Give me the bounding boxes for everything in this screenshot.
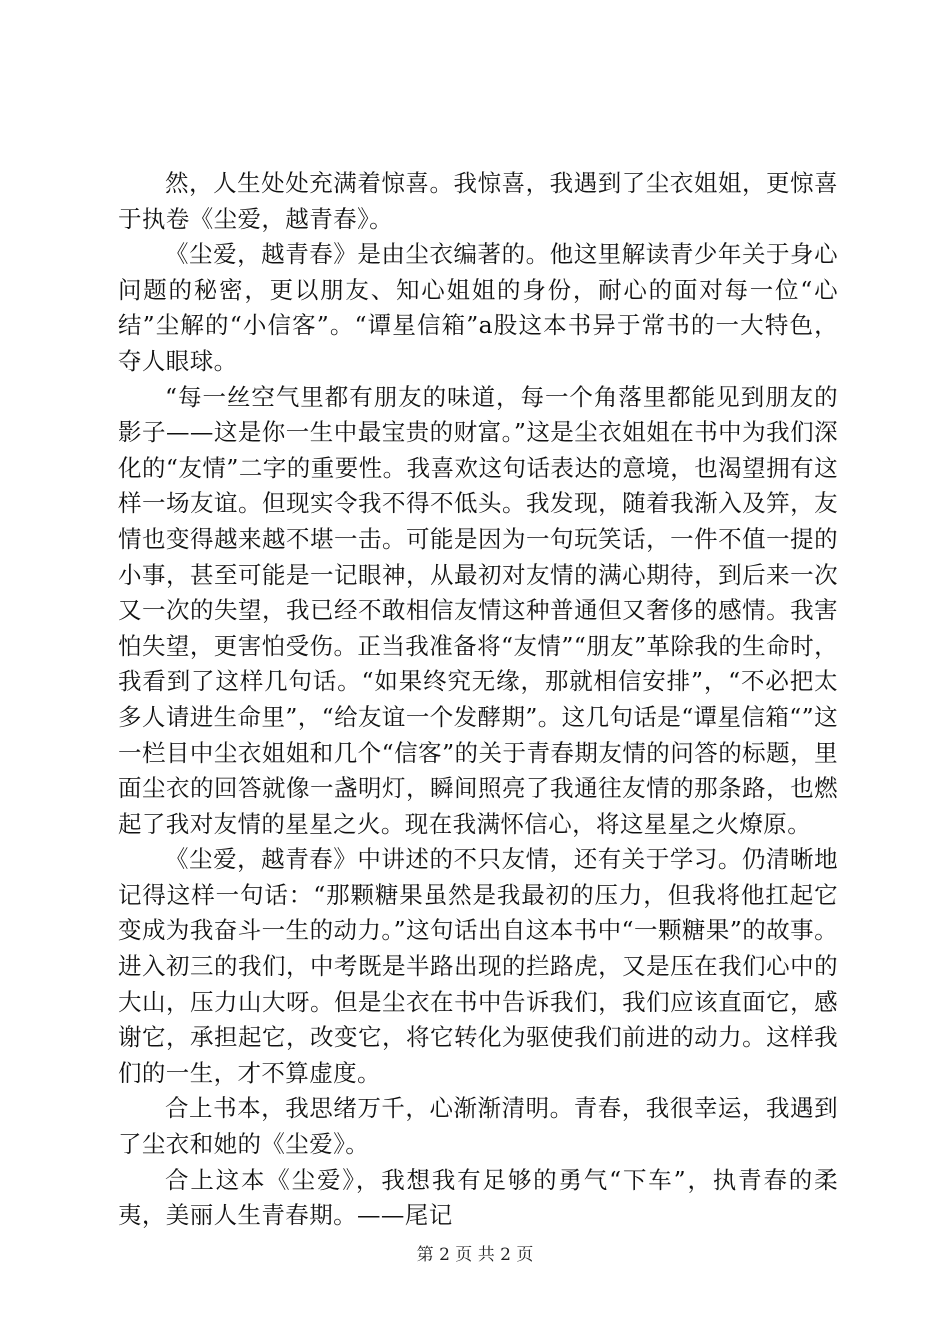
paragraph: 《尘爱，越青春》中讲述的不只友情，还有关于学习。仍清晰地记得这样一句话：“那颗糖果虽然是我最初的压力，但我将他扛起它变成为我奋斗一生的动力。”这句话出自这本书中“一颗糖果”的故事。进入初三的我们，中考既是半路出现的拦路虎，又是压在我们心中的大山，压力山大呀。但是尘衣在书中告诉我们，我们应该直面它，感谢它，承担起它，改变它，将它转化为驱使我们前进的动力。这样我们的一生，才不算虚度。 [118, 845, 838, 1087]
document-body [118, 166, 838, 1234]
paragraph: “每一丝空气里都有朋友的味道，每一个角落里都能见到朋友的影子——这是你一生中最宝贵的财富。”这是尘衣姐姐在书中为我们深化的“友情”二字的重要性。我喜欢这句话表达的意境，也渴望拥有这样一场友谊。但现实令我不得不低头。我发现，随着我渐入及笄，友情也变得越来越不堪一击。可能是因为一句玩笑话，一件不值一提的小事，甚至可能是一记眼神，从最初对友情的满心期待，到后来一次又一次的失望，我已经不敢相信友情这种普通但又奢侈的感情。我害怕失望，更害怕受伤。正当我准备将“友情”“朋友”革除我的生命时，我看到了这样几句话。“如果终究无缘，那就相信安排”，“不必把太多人请进生命里”，“给友谊一个发酵期”。这几句话是“谭星信箱“”这一栏目中尘衣姐姐和几个“信客”的关于青春期友情的问答的标题，里面尘衣的回答就像一盏明灯，瞬间照亮了我通往友情的那条路，也燃起了我对友情的星星之火。现在我满怀信心，将这星星之火燎原。 [118, 382, 838, 838]
paragraph: 合上这本《尘爱》，我想我有足够的勇气“下车”，执青春的柔夷，美丽人生青春期。——尾记 [118, 1165, 838, 1230]
paragraph: 然，人生处处充满着惊喜。我惊喜，我遇到了尘衣姐姐，更惊喜于执卷《尘爱，越青春》。 [118, 169, 838, 233]
paragraph: 合上书本，我思绪万千，心渐渐清明。青春，我很幸运，我遇到了尘衣和她的《尘爱》。 [118, 1094, 838, 1159]
paragraph: 《尘爱，越青春》是由尘衣编著的。他这里解读青少年关于身心问题的秘密，更以朋友、知心姐姐的身份，耐心的面对每一位“心结”尘解的“小信客”。“谭星信箱”a股这本书异于常书的一大特色，夺人眼球。 [118, 240, 838, 375]
page-number-footer: 第 2 页 共 2 页 [416, 1245, 534, 1265]
